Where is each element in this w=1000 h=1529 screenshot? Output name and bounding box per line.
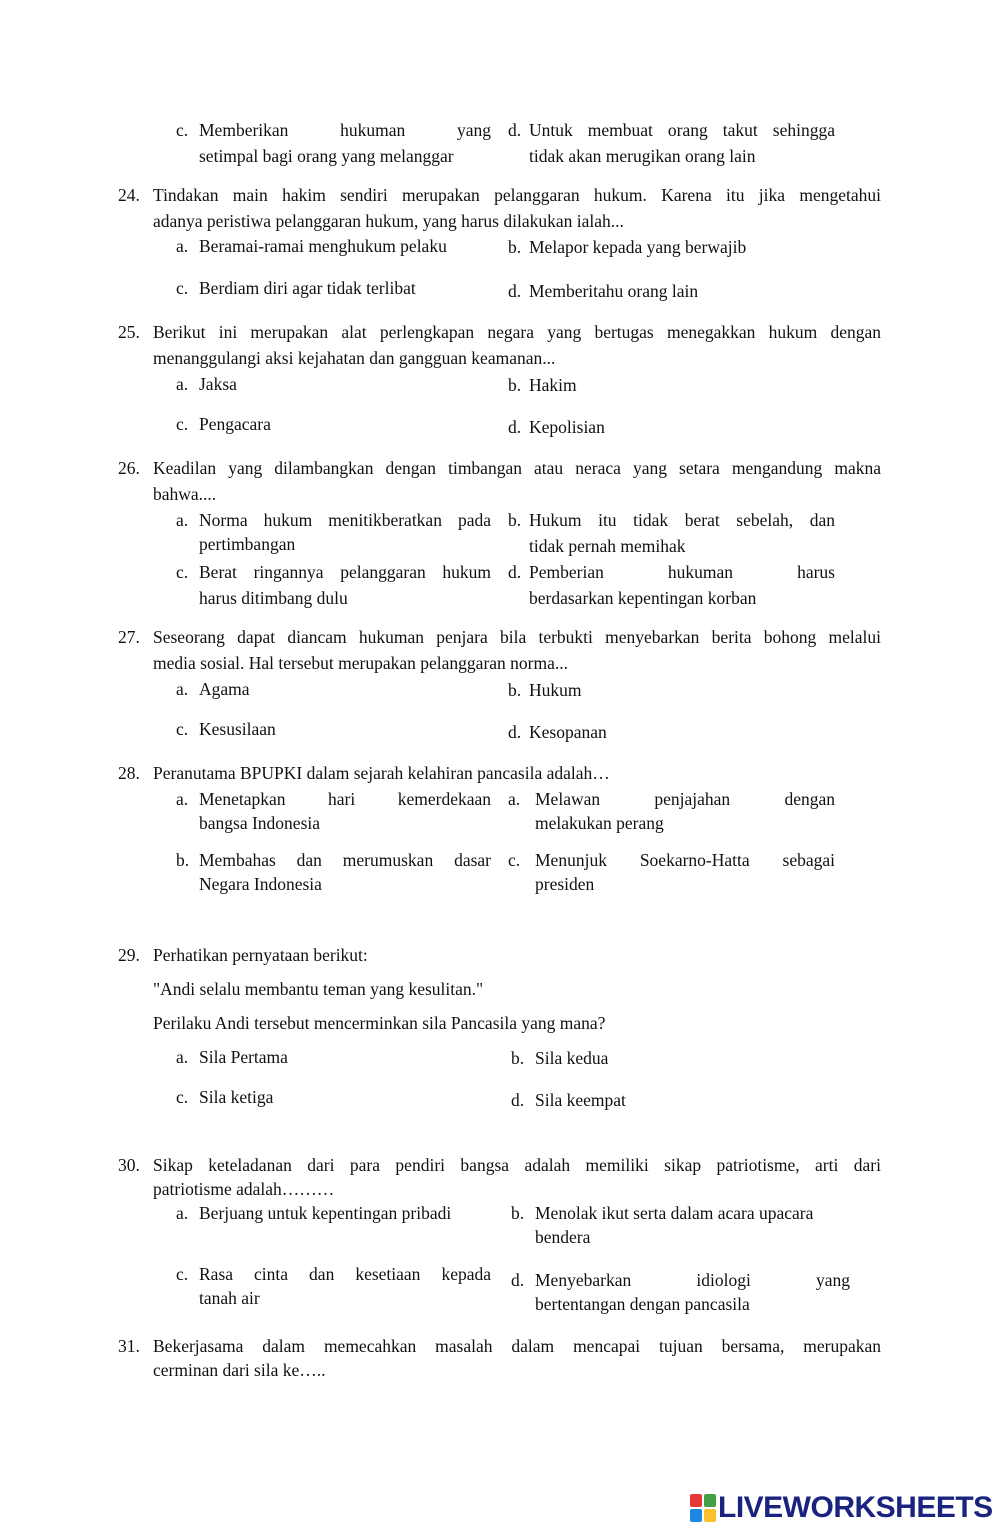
option-text: Sila Pertama: [199, 1047, 288, 1067]
logo-text: LIVEWORKSHEETS: [718, 1491, 993, 1524]
option-text: Sila kedua: [535, 1048, 609, 1068]
option-label: b.: [508, 510, 522, 530]
option-label: a.: [176, 679, 189, 699]
option-text: Negara Indonesia: [199, 874, 322, 894]
option-label: a.: [176, 510, 189, 530]
liveworksheets-logo: [690, 1492, 993, 1524]
option-label: c.: [176, 120, 189, 140]
option-text: Hukum: [529, 680, 582, 700]
option-text: Memberitahu orang lain: [529, 281, 699, 301]
question-text: patriotisme adalah………: [153, 1179, 335, 1199]
option-text: berdasarkan kepentingan korban: [529, 588, 757, 608]
option-label: a.: [508, 789, 521, 809]
question-text: Seseorang dapat diancam hukuman penjara bila terbukti menyebarkan berita bohong melalui: [153, 627, 881, 647]
question-text: Perilaku Andi tersebut mencerminkan sila Pancasila yang mana?: [153, 1013, 606, 1033]
option-label: b.: [511, 1048, 525, 1068]
option-label: d.: [508, 722, 522, 742]
question-number: 29.: [118, 945, 140, 965]
quote-text: "Andi selalu membantu teman yang kesulitan.": [153, 979, 484, 999]
option-text: bangsa Indonesia: [199, 813, 321, 833]
option-label: d.: [508, 120, 522, 140]
option-text: harus ditimbang dulu: [199, 588, 348, 608]
option-label: d.: [508, 281, 522, 301]
option-text: Memberikan hukuman yang: [199, 120, 491, 140]
option-label: c.: [176, 278, 189, 298]
option-text: Kesusilaan: [199, 719, 276, 739]
question-number: 30.: [118, 1155, 140, 1175]
question-number: 31.: [118, 1336, 140, 1356]
question-number: 24.: [118, 185, 140, 205]
option-label: b.: [508, 237, 522, 257]
question-text: cerminan dari sila ke…..: [153, 1360, 326, 1380]
option-label: a.: [176, 374, 189, 394]
option-label: d.: [508, 562, 522, 582]
option-text: Hakim: [529, 375, 577, 395]
question-number: 25.: [118, 322, 140, 342]
option-text: Menolak ikut serta dalam acara upacara: [535, 1203, 814, 1223]
option-label: b.: [508, 680, 522, 700]
option-text: Hukum itu tidak berat sebelah, dan: [529, 510, 835, 530]
option-text: Berjuang untuk kepentingan pribadi: [199, 1203, 452, 1223]
option-text: Untuk membuat orang takut sehingga: [529, 120, 835, 140]
option-label: d.: [511, 1090, 525, 1110]
question-text: Perhatikan pernyataan berikut:: [153, 945, 368, 965]
option-label: c.: [508, 850, 521, 870]
option-text: Jaksa: [199, 374, 237, 394]
option-text: pertimbangan: [199, 534, 296, 554]
option-text: Melapor kepada yang berwajib: [529, 237, 747, 257]
option-text: Agama: [199, 679, 250, 699]
question-text: menanggulangi aksi kejahatan dan gangguan keamanan...: [153, 348, 556, 368]
question-text: media sosial. Hal tersebut merupakan pelanggaran norma...: [153, 653, 568, 673]
question-text: Bekerjasama dalam memecahkan masalah dalam mencapai tujuan bersama, merupakan: [153, 1336, 881, 1356]
option-text: bendera: [535, 1227, 591, 1247]
question-number: 27.: [118, 627, 140, 647]
question-text: Sikap keteladanan dari para pendiri bangsa adalah memiliki sikap patriotisme, arti dari: [153, 1155, 881, 1175]
option-label: a.: [176, 1203, 189, 1223]
option-text: Berdiam diri agar tidak terlibat: [199, 278, 416, 298]
question-text: Tindakan main hakim sendiri merupakan pelanggaran hukum. Karena itu jika mengetahui: [153, 185, 881, 205]
option-text: presiden: [535, 874, 595, 894]
option-label: a.: [176, 789, 189, 809]
option-label: a.: [176, 1047, 189, 1067]
option-text: tidak pernah memihak: [529, 536, 686, 556]
question-text: bahwa....: [153, 484, 217, 504]
option-text: Menyebarkan idiologi yang: [535, 1270, 850, 1290]
option-text: Menunjuk Soekarno-Hatta sebagai: [535, 850, 835, 870]
option-text: Rasa cinta dan kesetiaan kepada: [199, 1264, 491, 1284]
option-label: d.: [511, 1270, 525, 1290]
option-text: setimpal bagi orang yang melanggar: [199, 146, 454, 166]
option-text: Norma hukum menitikberatkan pada: [199, 510, 491, 530]
option-text: bertentangan dengan pancasila: [535, 1294, 750, 1314]
question-number: 26.: [118, 458, 140, 478]
option-label: a.: [176, 236, 189, 256]
option-label: c.: [176, 719, 189, 739]
question-text: Berikut ini merupakan alat perlengkapan negara yang bertugas menegakkan hukum dengan: [153, 322, 881, 342]
option-text: Pengacara: [199, 414, 271, 434]
question-text: Keadilan yang dilambangkan dengan timbangan atau neraca yang setara mengandung makna: [153, 458, 881, 478]
question-number: 28.: [118, 763, 140, 783]
option-text: Membahas dan merumuskan dasar: [199, 850, 491, 870]
option-label: c.: [176, 1087, 189, 1107]
option-label: d.: [508, 417, 522, 437]
option-label: c.: [176, 414, 189, 434]
option-text: Sila keempat: [535, 1090, 626, 1110]
option-text: Sila ketiga: [199, 1087, 274, 1107]
option-text: melakukan perang: [535, 813, 664, 833]
option-text: Kepolisian: [529, 417, 605, 437]
option-text: Melawan penjajahan dengan: [535, 789, 835, 809]
question-text: adanya peristiwa pelanggaran hukum, yang harus dilakukan ialah...: [153, 211, 624, 231]
option-label: b.: [176, 850, 190, 870]
option-text: Beramai-ramai menghukum pelaku: [199, 236, 447, 256]
option-text: Pemberian hukuman harus: [529, 562, 835, 582]
question-text: Peranutama BPUPKI dalam sejarah kelahiran pancasila adalah…: [153, 763, 610, 783]
option-label: b.: [511, 1203, 525, 1223]
option-text: tanah air: [199, 1288, 260, 1308]
option-label: c.: [176, 562, 189, 582]
option-label: c.: [176, 1264, 189, 1284]
liveworksheets-logo-icon: [690, 1494, 716, 1522]
option-label: b.: [508, 375, 522, 395]
option-text: Kesopanan: [529, 722, 607, 742]
option-text: Berat ringannya pelanggaran hukum: [199, 562, 491, 582]
option-text: tidak akan merugikan orang lain: [529, 146, 756, 166]
option-text: Menetapkan hari kemerdekaan: [199, 789, 491, 809]
